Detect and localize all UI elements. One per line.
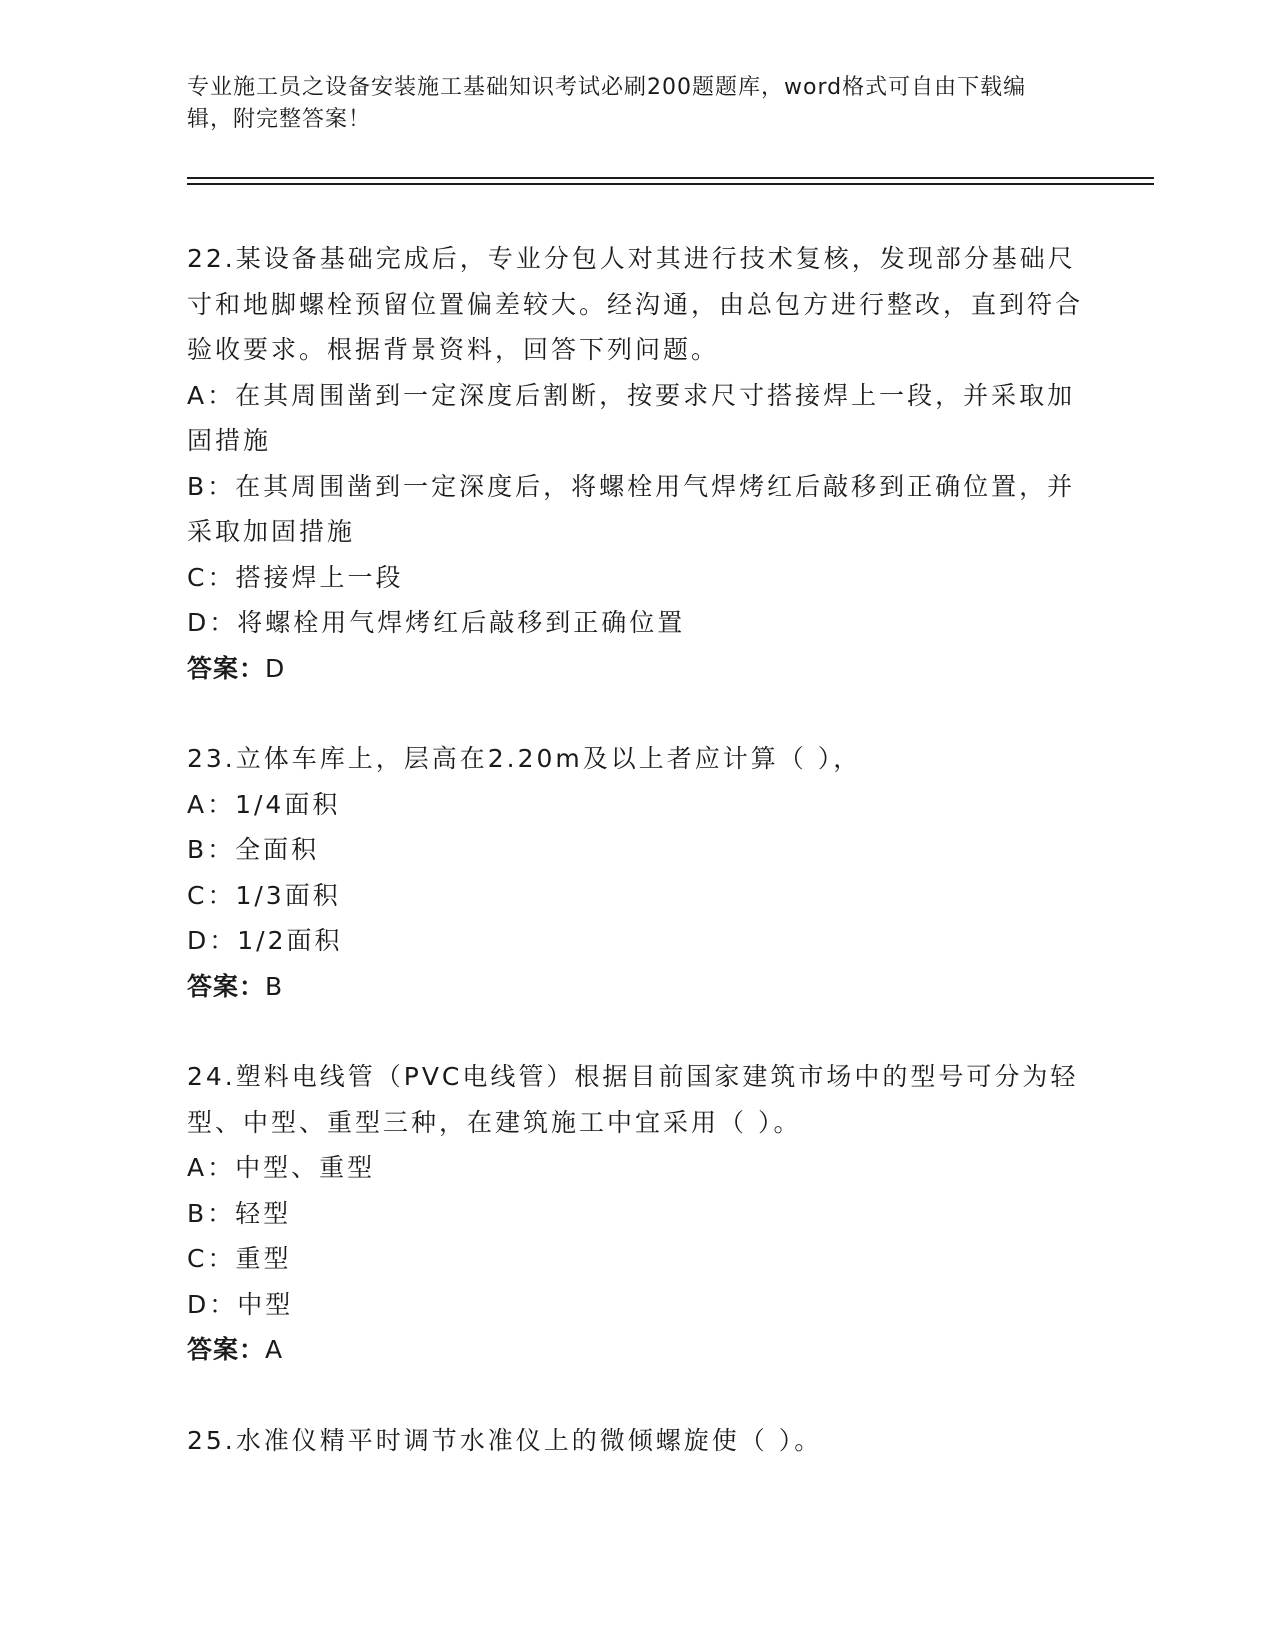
question-option: D：中型	[187, 1289, 294, 1319]
document-header: 专业施工员之设备安装施工基础知识考试必刷200题题库，word格式可自由下载编辑，附完整答案！	[187, 75, 1027, 132]
question-stem: 22.某设备基础完成后，专业分包人对其进行技术复核，发现部分基础尺寸和地脚螺栓预留位置偏差较大。经沟通，由总包方进行整改，直到符合验收要求。根据背景资料，回答下列问题。	[187, 244, 1084, 364]
question-option: C：1/3面积	[187, 880, 341, 910]
question-stem: 24.塑料电线管（PVC电线管）根据目前国家建筑市场中的型号可分为轻型、中型、重型三种，在建筑施工中宜采用（ ）。	[187, 1062, 1079, 1137]
header-divider-top	[187, 177, 1154, 179]
question-option: A：中型、重型	[187, 1153, 376, 1182]
answer-value: D	[265, 653, 286, 683]
answer-value: A	[265, 1335, 284, 1364]
question-option: C：重型	[187, 1244, 292, 1273]
question-option: A：在其周围凿到一定深度后割断，按要求尺寸搭接焊上一段，并采取加固措施	[187, 380, 1076, 455]
answer-line	[187, 964, 1087, 1010]
question-block	[187, 1418, 1087, 1464]
question-option: B：全面积	[187, 835, 320, 864]
answer-line	[187, 1327, 1087, 1373]
question-option: B：在其周围凿到一定深度后，将螺栓用气焊烤红后敲移到正确位置，并采取加固措施	[187, 471, 1076, 546]
question-stem: 23.立体车库上，层高在2.20m及以上者应计算（ ），	[187, 744, 862, 773]
header-divider-bottom	[187, 183, 1154, 185]
answer-label: 答案：	[187, 971, 266, 1001]
question-block	[187, 736, 1087, 1009]
question-option: D：1/2面积	[187, 926, 343, 955]
question-option: B：轻型	[187, 1198, 292, 1228]
question-option: A：1/4面积	[187, 789, 341, 819]
question-stem: 25.水准仪精平时调节水准仪上的微倾螺旋使（ ）。	[187, 1425, 823, 1455]
answer-line	[187, 646, 1087, 692]
answer-label: 答案：	[187, 653, 266, 683]
answer-value: B	[265, 971, 284, 1001]
question-option: D：将螺栓用气焊烤红后敲移到正确位置	[187, 608, 686, 637]
question-block	[187, 1054, 1087, 1373]
question-list	[187, 236, 1087, 1508]
answer-label: 答案：	[187, 1335, 266, 1364]
question-block	[187, 236, 1087, 691]
question-option: C：搭接焊上一段	[187, 562, 404, 592]
